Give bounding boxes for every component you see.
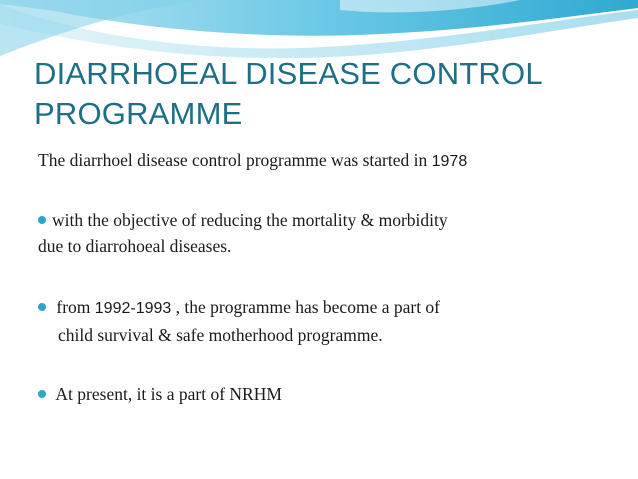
intro-text: The diarrhoel disease control programme was started in	[38, 150, 432, 170]
bullet-2-years: 1992-1993	[94, 300, 172, 317]
title-line-2: PROGRAMME	[34, 96, 243, 131]
bullet-2-pre: from	[52, 297, 95, 317]
bullet-3-line-1: At present, it is a part of NRHM	[52, 384, 282, 404]
title-line-1: DIARRHOEAL DISEASE CONTROL	[34, 56, 543, 91]
bullet-icon	[38, 390, 46, 398]
bullet-1-line-2: due to diarrohoeal diseases.	[38, 236, 232, 256]
intro-year: 1978	[431, 153, 468, 170]
bullet-item-history	[38, 294, 440, 348]
bullet-item-present	[38, 381, 282, 407]
slide-title	[34, 54, 624, 134]
bullet-icon	[38, 216, 46, 224]
bullet-2-post: , the programme has become a part of	[171, 297, 441, 317]
intro-paragraph	[38, 147, 467, 175]
bullet-icon	[38, 303, 46, 311]
bullet-item-objective	[38, 207, 448, 259]
bullet-2-line-2: child survival & safe motherhood programme.	[58, 325, 383, 345]
bullet-1-line-1: with the objective of reducing the mortality & morbidity	[52, 210, 448, 230]
